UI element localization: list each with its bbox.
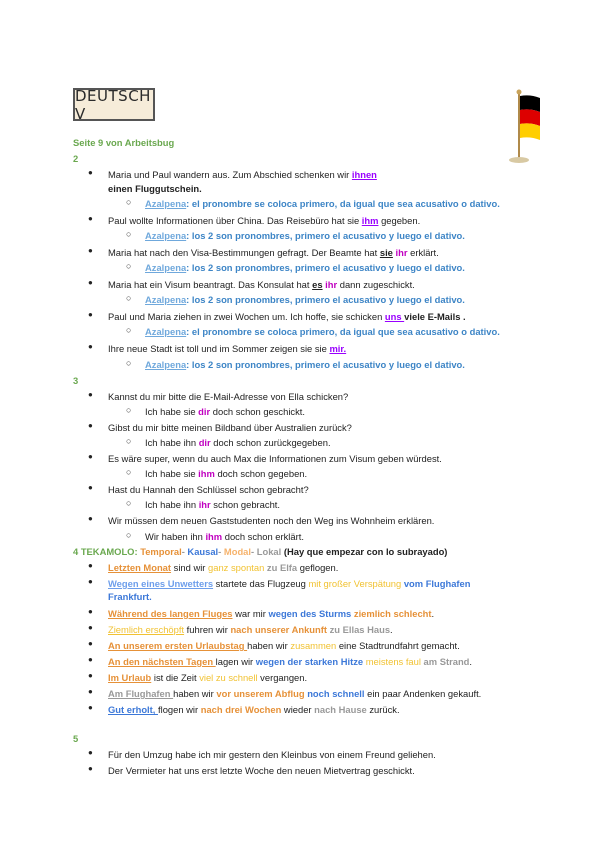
- circle-bullet-icon: ○: [126, 498, 132, 508]
- circle-bullet-icon: ○: [126, 467, 132, 477]
- explanation: Azalpena: los 2 son pronombres, primero el acusativo y luego el dativo.: [145, 359, 465, 370]
- tekamolo-sentence: Ziemlich erschöpft fuhren wir nach unserer Ankunft zu Ellas Haus.: [108, 624, 393, 635]
- bullet-icon: ●: [88, 390, 93, 399]
- exercise-sentence: Ihre neue Stadt ist toll und im Sommer zeigen sie sie mir.: [108, 343, 347, 354]
- answer: Ich habe ihn ihr schon gebracht.: [145, 499, 280, 510]
- exercise-sentence-cont: einen Fluggutschein.: [108, 183, 202, 194]
- tekamolo-sentence: Am Flughafen haben wir vor unserem Abflug noch schnell ein paar Andenken gekauft.: [108, 688, 482, 699]
- bullet-icon: ●: [88, 703, 93, 712]
- circle-bullet-icon: ○: [126, 261, 132, 271]
- bullet-icon: ●: [88, 577, 93, 586]
- exercise-sentence: Für den Umzug habe ich mir gestern den Kleinbus von einem Freund geliehen.: [108, 749, 436, 760]
- bullet-icon: ●: [88, 421, 93, 430]
- exercise-sentence: Maria und Paul wandern aus. Zum Abschied schenken wir ihnen: [108, 169, 377, 180]
- bullet-icon: ●: [88, 748, 93, 757]
- tekamolo-sentence: Wegen eines Unwetters startete das Flugzeug mit großer Verspätung vom Flughafen: [108, 578, 471, 589]
- exercise-sentence: Maria hat nach den Visa-Bestimmungen gefragt. Der Beamte hat sie ihr erklärt.: [108, 247, 439, 258]
- question: Kannst du mir bitte die E-Mail-Adresse von Ella schicken?: [108, 391, 349, 402]
- section-number: 3: [73, 375, 79, 386]
- tekamolo-sentence: An unserem ersten Urlaubstag haben wir zusammen eine Stadtrundfahrt gemacht.: [108, 640, 460, 651]
- exercise-sentence: Der Vermieter hat uns erst letzte Woche den neuen Mietvertrag geschickt.: [108, 765, 415, 776]
- bullet-icon: ●: [88, 514, 93, 523]
- bullet-icon: ●: [88, 483, 93, 492]
- tekamolo-sentence: Während des langen Fluges war mir wegen des Sturms ziemlich schlecht.: [108, 608, 435, 619]
- explanation: Azalpena: los 2 son pronombres, primero el acusativo y luego el dativo.: [145, 230, 465, 241]
- tekamolo-sentence: Gut erholt, flogen wir nach drei Wochen wieder nach Hause zurück.: [108, 704, 400, 715]
- answer: Ich habe ihn dir doch schon zurückgegeben.: [145, 437, 331, 448]
- exercise-sentence: Maria hat ein Visum beantragt. Das Konsulat hat es ihr dann zugeschickt.: [108, 279, 415, 290]
- bullet-icon: ●: [88, 278, 93, 287]
- answer: Ich habe sie ihm doch schon gegeben.: [145, 468, 308, 479]
- section-number: 2: [73, 153, 79, 164]
- section-heading: 4 TEKAMOLO: Temporal- Kausal- Modal- Lokal (Hay que empezar con lo subrayado): [73, 546, 448, 557]
- answer: Ich habe sie dir doch schon geschickt.: [145, 406, 306, 417]
- circle-bullet-icon: ○: [126, 325, 132, 335]
- bullet-icon: ●: [88, 687, 93, 696]
- bullet-icon: ●: [88, 764, 93, 773]
- question: Hast du Hannah den Schlüssel schon gebracht?: [108, 484, 309, 495]
- bullet-icon: ●: [88, 623, 93, 632]
- section-number: 5: [73, 733, 79, 744]
- question: Gibst du mir bitte meinen Bildband über Australien zurück?: [108, 422, 352, 433]
- exercise-sentence: Paul und Maria ziehen in zwei Wochen um. Ich hoffe, sie schicken uns viele E-Mails .: [108, 311, 466, 322]
- tekamolo-sentence: Letzten Monat sind wir ganz spontan zu Elfa geflogen.: [108, 562, 339, 573]
- circle-bullet-icon: ○: [126, 293, 132, 303]
- tekamolo-sentence: An den nächsten Tagen lagen wir wegen der starken Hitze meistens faul am Strand.: [108, 656, 473, 667]
- bullet-icon: ●: [88, 655, 93, 664]
- bullet-icon: ●: [88, 607, 93, 616]
- bullet-icon: ●: [88, 310, 93, 319]
- bullet-icon: ●: [88, 342, 93, 351]
- bullet-icon: ●: [88, 246, 93, 255]
- explanation: Azalpena: el pronombre se coloca primero, da igual que sea acusativo o dativo.: [145, 198, 500, 209]
- circle-bullet-icon: ○: [126, 358, 132, 368]
- exercise-sentence: Paul wollte Informationen über China. Das Reisebüro hat sie ihm gegeben.: [108, 215, 421, 226]
- bullet-icon: ●: [88, 671, 93, 680]
- circle-bullet-icon: ○: [126, 530, 132, 540]
- bullet-icon: ●: [88, 168, 93, 177]
- question: Es wäre super, wenn du auch Max die Informationen zum Visum geben würdest.: [108, 453, 442, 464]
- answer: Wir haben ihn ihm doch schon erklärt.: [145, 531, 304, 542]
- circle-bullet-icon: ○: [126, 197, 132, 207]
- question: Wir müssen dem neuen Gaststudenten noch den Weg ins Wohnheim erklären.: [108, 515, 435, 526]
- subtitle: Seite 9 von Arbeitsbug: [73, 137, 175, 148]
- circle-bullet-icon: ○: [126, 229, 132, 239]
- circle-bullet-icon: ○: [126, 405, 132, 415]
- page-title: DEUTSCH V: [73, 88, 155, 121]
- german-flag-icon: [506, 88, 544, 168]
- tekamolo-sentence: Im Urlaub ist die Zeit viel zu schnell vergangen.: [108, 672, 308, 683]
- tekamolo-sentence-cont: Frankfurt.: [108, 591, 152, 602]
- bullet-icon: ●: [88, 452, 93, 461]
- explanation: Azalpena: los 2 son pronombres, primero el acusativo y luego el dativo.: [145, 262, 465, 273]
- bullet-icon: ●: [88, 639, 93, 648]
- bullet-icon: ●: [88, 214, 93, 223]
- explanation: Azalpena: el pronombre se coloca primero, da igual que sea acusativo o dativo.: [145, 326, 500, 337]
- bullet-icon: ●: [88, 561, 93, 570]
- explanation: Azalpena: los 2 son pronombres, primero el acusativo y luego el dativo.: [145, 294, 465, 305]
- circle-bullet-icon: ○: [126, 436, 132, 446]
